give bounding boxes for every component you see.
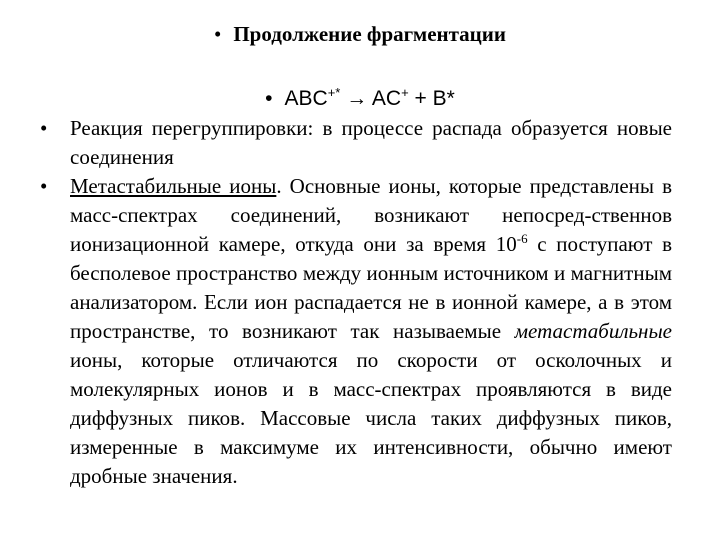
formula-plus: + (414, 87, 427, 110)
formula-product-2: B* (432, 87, 455, 110)
bullet-marker: • (213, 22, 222, 46)
item-term: Метастабильные ионы (70, 174, 277, 198)
item-text: Реакция перегруппировки: в процессе распада образуется новые соединения (70, 116, 672, 169)
item-text-part-2: с поступают в бесполевое пространство между ионным источником и магнитным анализатором. Если ион распадается не в ионной камере, а в этом пространстве, то возникают так называемые (70, 232, 672, 343)
formula-reactant: ABC (284, 87, 328, 110)
formula-product-1: AC (371, 87, 402, 110)
bullet-list (40, 114, 672, 491)
item-italic-term: метастабильные (514, 319, 672, 343)
title-text: Продолжение фрагментации (233, 22, 506, 46)
formula-arrow: → (346, 87, 368, 110)
formula-reactant-charge: +* (327, 85, 341, 100)
bullet-marker: • (40, 174, 48, 198)
item-text-part-3: ионы, которые отличаются по скорости от осколочных и молекулярных ионов и в масс-спектрах проявляются в виде диффузных пиков. Массовые числа таких диффузных пиков, измеренные в максимуме их интенсивности, обычно имеют дробные значения. (70, 348, 672, 488)
list-item-rearrangement (40, 114, 672, 172)
bullet-marker: • (265, 87, 273, 110)
reaction-formula (0, 86, 720, 112)
formula-product-1-charge: + (401, 85, 409, 100)
slide-title (0, 20, 720, 48)
list-item-metastable-ions (40, 172, 672, 491)
item-text-part-1: . Основные ионы, которые представлены в масс-спектрах соединений, возникают непосред-ственнов ионизационной камере, откуда они за время 10 (70, 174, 672, 256)
bullet-marker: • (40, 116, 48, 140)
item-exponent: -6 (516, 231, 528, 246)
